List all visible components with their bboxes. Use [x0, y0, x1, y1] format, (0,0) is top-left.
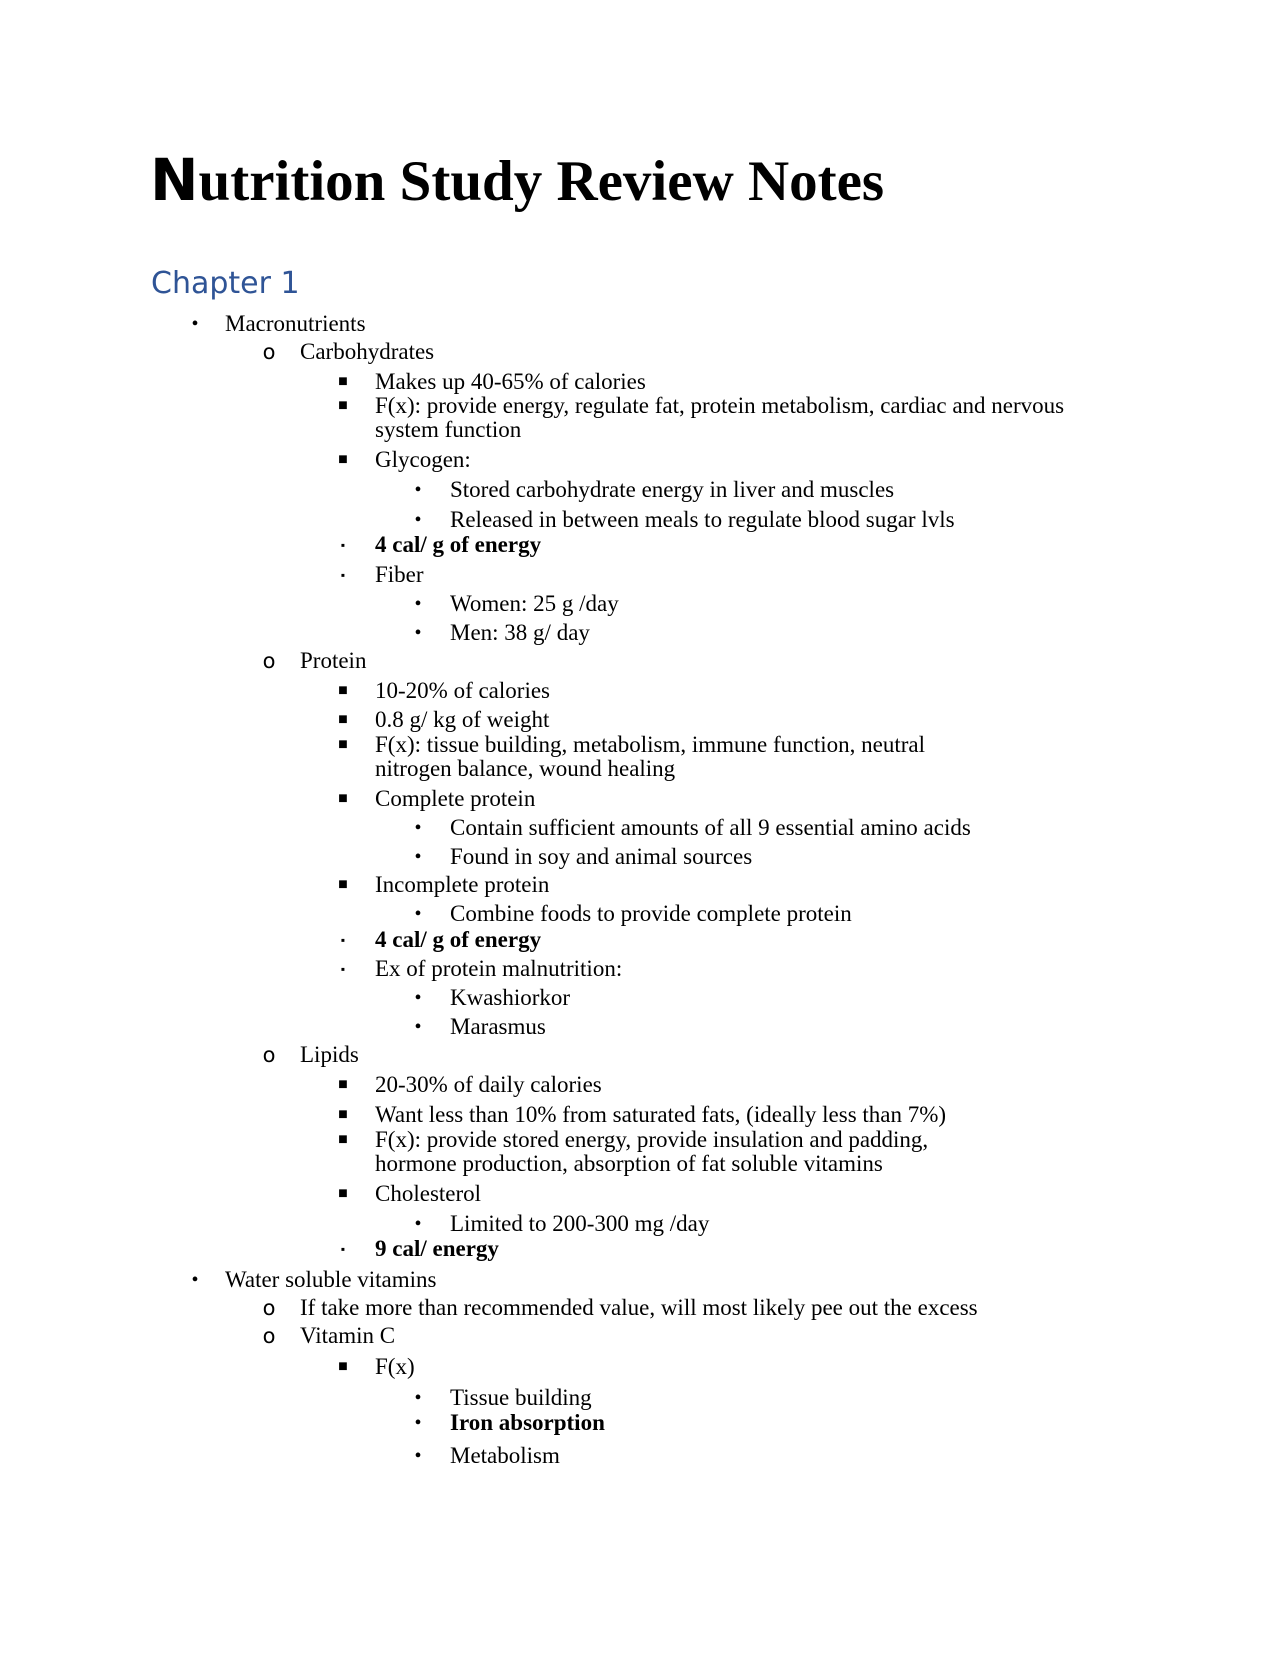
bullet-marker: •: [414, 1213, 422, 1235]
bullet-marker: •: [191, 313, 199, 335]
bullet-marker: •: [414, 593, 422, 615]
square-marker: ■: [338, 790, 348, 807]
list-item: [331, 731, 1061, 781]
square-marker: ■: [338, 736, 348, 753]
bullet-marker: •: [414, 846, 422, 868]
bullet-marker: •: [414, 509, 422, 531]
square-marker: ■: [338, 1076, 348, 1093]
list-item-text: Vitamin C: [300, 1323, 396, 1348]
title-rest: utrition Study Review Notes: [198, 150, 885, 213]
list-item-text: Contain sufficient amounts of all 9 essential amino acids: [450, 815, 971, 840]
list-item-text: Complete protein: [375, 786, 536, 811]
small-square-marker: ▪: [340, 962, 346, 976]
bullet-marker: •: [414, 1445, 422, 1467]
list-item-text: Found in soy and animal sources: [450, 844, 753, 869]
bullet-marker: •: [414, 1387, 422, 1409]
square-marker: ■: [338, 711, 348, 728]
title-initial: N: [150, 146, 199, 214]
list-item-text: Men: 38 g/ day: [450, 620, 590, 645]
list-item-text: 9 cal/ energy: [375, 1236, 499, 1261]
bullet-marker: •: [414, 1412, 422, 1434]
list-item-text: Marasmus: [450, 1014, 546, 1039]
small-square-marker: ▪: [340, 568, 346, 582]
circle-marker: o: [262, 1043, 276, 1067]
list-item-text: Ex of protein malnutrition:: [375, 956, 623, 981]
list-item-text: Iron absorption: [450, 1410, 605, 1435]
list-item-text: F(x): tissue building, metabolism, immune function, neutral nitrogen balance, wound healing: [375, 732, 926, 781]
list-item-text: 20-30% of daily calories: [375, 1072, 602, 1097]
bullet-marker: •: [414, 903, 422, 925]
list-item-text: Metabolism: [450, 1443, 560, 1468]
list-item-text: Want less than 10% from saturated fats, (ideally less than 7%): [375, 1102, 947, 1127]
circle-marker: o: [262, 1324, 276, 1348]
bullet-marker: •: [191, 1269, 199, 1291]
list-item-text: Released in between meals to regulate blood sugar lvls: [450, 507, 955, 532]
square-marker: ■: [338, 373, 348, 390]
square-marker: ■: [338, 451, 348, 468]
list-item-text: 4 cal/ g of energy: [375, 532, 542, 557]
square-marker: ■: [338, 682, 348, 699]
list-item: [331, 1126, 1061, 1176]
list-item-text: F(x): [375, 1354, 415, 1379]
small-square-marker: ▪: [340, 538, 346, 552]
list-item-text: Stored carbohydrate energy in liver and muscles: [450, 477, 895, 502]
square-marker: ■: [338, 1185, 348, 1202]
list-item-text: Women: 25 g /day: [450, 591, 619, 616]
square-marker: ■: [338, 876, 348, 893]
list-item-text: Combine foods to provide complete protein: [450, 901, 852, 926]
circle-marker: o: [262, 1296, 276, 1320]
list-item: [331, 392, 1065, 442]
small-square-marker: ▪: [340, 1242, 346, 1256]
bullet-marker: •: [414, 622, 422, 644]
bullet-marker: •: [414, 1016, 422, 1038]
circle-marker: o: [262, 340, 276, 364]
square-marker: ■: [338, 1358, 348, 1375]
list-item-text: Cholesterol: [375, 1181, 482, 1206]
list-item-text: Tissue building: [450, 1385, 592, 1410]
document-title: [150, 144, 884, 218]
list-item-text: F(x): provide stored energy, provide insulation and padding, hormone production, absorption of fat soluble vitamins: [375, 1127, 929, 1176]
list-item-text: Macronutrients: [225, 311, 366, 336]
list-item-text: If take more than recommended value, will most likely pee out the excess: [300, 1295, 978, 1320]
list-item-text: Limited to 200-300 mg /day: [450, 1211, 710, 1236]
list-item-text: Protein: [300, 648, 367, 673]
list-item-text: Fiber: [375, 562, 424, 587]
bullet-marker: •: [414, 479, 422, 501]
list-item-text: Lipids: [300, 1042, 359, 1067]
list-item-text: Kwashiorkor: [450, 985, 571, 1010]
bullet-marker: •: [414, 817, 422, 839]
list-item-text: 10-20% of calories: [375, 678, 550, 703]
list-item-text: 4 cal/ g of energy: [375, 927, 542, 952]
list-item-text: Makes up 40-65% of calories: [375, 369, 646, 394]
list-item-text: Glycogen:: [375, 447, 471, 472]
list-item-text: Incomplete protein: [375, 872, 550, 897]
square-marker: ■: [338, 1106, 348, 1123]
list-item-text: Water soluble vitamins: [225, 1267, 437, 1292]
small-square-marker: ▪: [340, 933, 346, 947]
square-marker: ■: [338, 397, 348, 414]
chapter-heading: Chapter 1: [151, 266, 300, 301]
list-item-text: Carbohydrates: [300, 339, 435, 364]
circle-marker: o: [262, 649, 276, 673]
list-item-text: F(x): provide energy, regulate fat, protein metabolism, cardiac and nervous system function: [375, 393, 1065, 442]
bullet-marker: •: [414, 987, 422, 1009]
square-marker: ■: [338, 1131, 348, 1148]
list-item-text: 0.8 g/ kg of weight: [375, 707, 550, 732]
